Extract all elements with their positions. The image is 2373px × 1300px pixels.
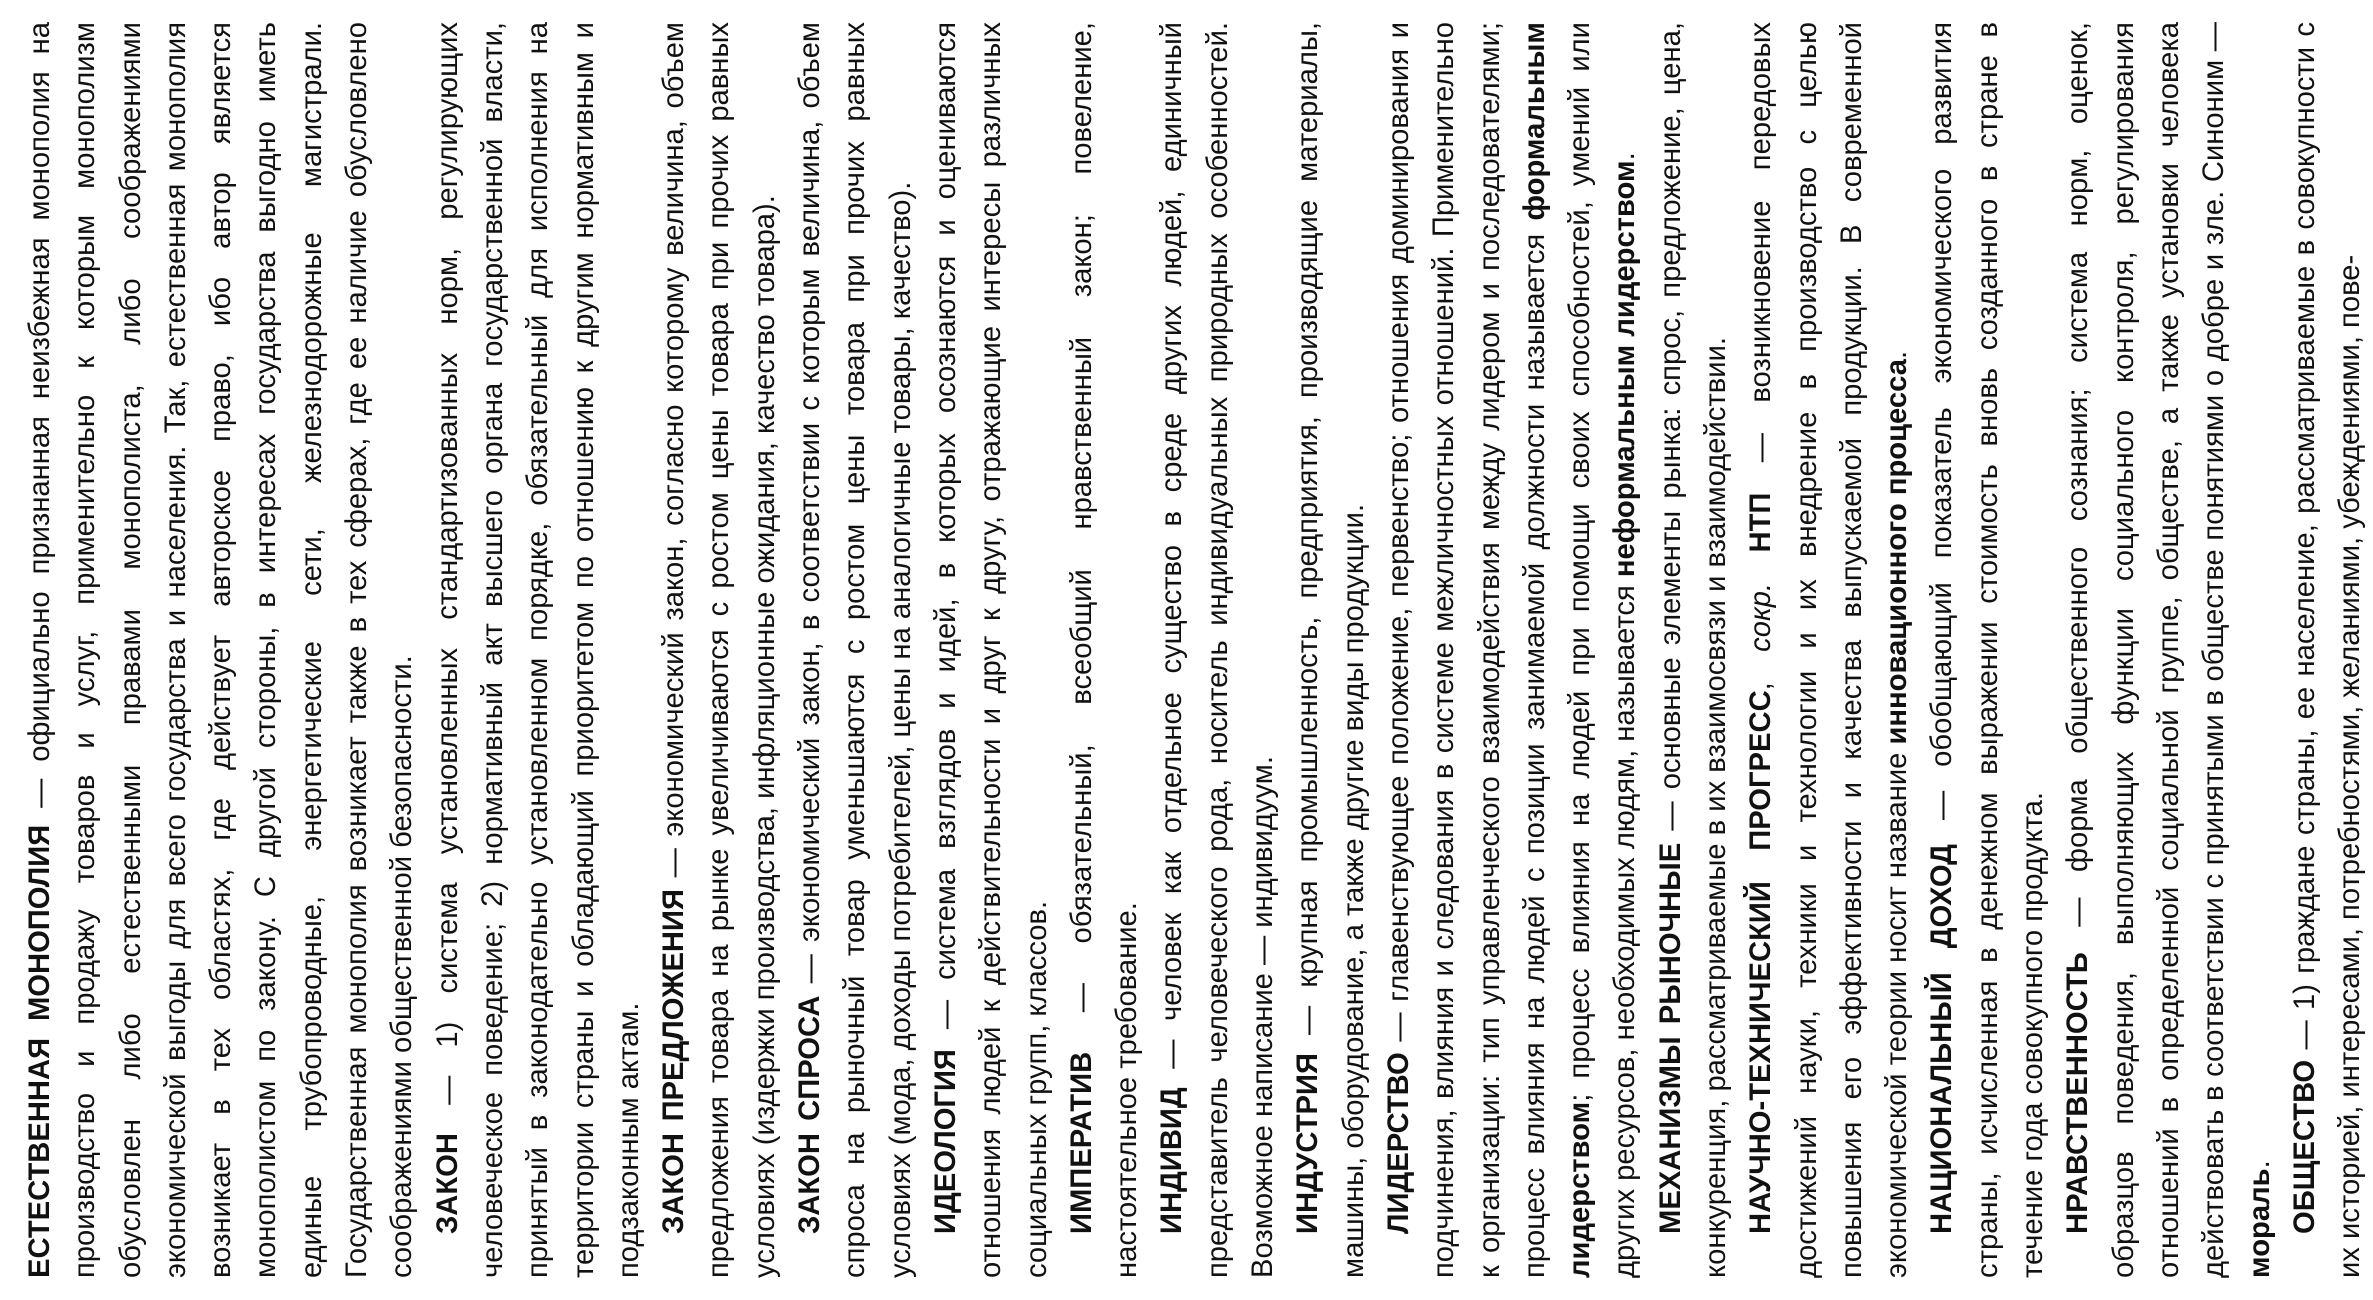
entry-definition-text: — главенствующее положение, первенство; отношения доминирования и подчинения, влияния и следования в системе межличностных отношений. Применительно к организации: тип управленческого взаимодействия между лидером и последователями; процесс влияния на людей с позиции занимаемой должности называется <box>1382 22 1551 1278</box>
entry-term: НАУЧНО-ТЕХНИЧЕСКИЙ ПРОГРЕСС <box>1745 690 1778 1234</box>
dictionary-entry <box>2283 22 2373 1278</box>
dictionary-entry <box>426 22 652 1278</box>
dictionary-entry <box>1649 22 1740 1278</box>
entry-definition-text: , <box>1745 651 1778 691</box>
entry-term: ИНДИВИД <box>1156 1087 1189 1234</box>
entry-definition-text: . <box>2243 1160 2276 1169</box>
entry-definition-text <box>1745 553 1777 583</box>
entry-definition-text: — форма общественного сознания; система норм, оценок, образцов поведения, выполняющих функции социального контроля, регулирования отношений в определенной социальной группе, обществе, а также установки человека действовать в соответствии с принятыми в обществе понятиями о добре и зле. Синоним — <box>2062 22 2231 1278</box>
dictionary-entry <box>2056 22 2282 1278</box>
dictionary-entry <box>652 22 788 1278</box>
entry-definition-text: — система взглядов и идей, в которых осознаются и оцениваются отношения людей к действительности и друг к другу, отражающие интересы различных социальных групп, классов. <box>929 22 1053 1278</box>
entry-term: НАЦИОНАЛЬНЫЙ ДОХОД <box>1926 844 1959 1234</box>
dictionary-entry <box>1060 22 1151 1278</box>
dictionary-entry <box>1150 22 1286 1278</box>
entry-term: ИНДУСТРИЯ <box>1292 1053 1325 1234</box>
entry-definition-text: — человек как отдельное существо в среде других людей, единичный представитель человеческого рода, носитель индивидуальных природных особенностей. Возможное написание — индивидуум. <box>1156 22 1280 1278</box>
entry-definition-text: сокр. <box>1745 582 1778 652</box>
entry-definition-text: — обязательный, всеобщий нравственный закон; повеление, настоятельное требование. <box>1065 22 1144 1278</box>
dictionary-entry <box>1920 22 2056 1278</box>
entry-term: ОБЩЕСТВО <box>2288 1059 2321 1234</box>
entry-definition-text: — экономический закон, согласно которому величина, объем предложения товара на рынке увеличиваются с ростом цены товара при прочих равных условиях (издержки производства, инфляционные ожидания, качество товара). <box>658 22 781 1278</box>
cross-reference-term: НТП <box>1745 492 1778 553</box>
cross-reference-term: формальным лидерством <box>1518 22 1597 1278</box>
entry-definition-text: — основные элементы рынка: спрос, предложение, цена, конкуренция, рассматриваемые в их взаимосвязи и взаимодействии. <box>1654 22 1732 1278</box>
entry-definition-text: . <box>1881 350 1914 360</box>
dictionary-entry <box>1377 22 1649 1278</box>
entry-term: ИМПЕРАТИВ <box>1065 1051 1098 1234</box>
entry-term: МЕХАНИЗМЫ РЫНОЧНЫЕ <box>1654 842 1687 1234</box>
entry-term: ЗАКОН ПРЕДЛОЖЕНИЯ <box>658 889 691 1234</box>
entry-definition-text: — официально признанная неизбежная монополия на производство и продажу товаров и услуг, применительно к которым монополизм обусловлен либо естественными правами монополиста, либо соображениями экономической выгоды для всего государства и населения. Так, естественная монополия возникает в тех областях, где действует авторское право, ибо автор является монополистом по закону. С другой стороны, в интересах государства выгодно иметь единые трубопроводные, энергетические сети, железнодорожные магистрали. Государственная монополия возникает также в тех сферах, где ее наличие обусловлено соображениями общественной безопасности. <box>24 22 419 1278</box>
dictionary-entry <box>18 22 426 1278</box>
dictionary-entry <box>1739 22 1920 1278</box>
entry-term: НРАВСТВЕННОСТЬ <box>2062 952 2095 1234</box>
dictionary-entry <box>1286 22 1377 1278</box>
entry-definition-text: . <box>1609 152 1642 161</box>
entry-definition-text: — 1) граждане страны, ее население, рассматриваемые в совокупности с их историей, интересами, потребностями, желаниями, убеждениями, пове- <box>2288 22 2367 1278</box>
entry-definition-text: — крупная промышленность, предприятия, производящие материалы, машины, оборудование, а также другие виды продукции. <box>1292 22 1370 1278</box>
cross-reference-term: неформальным лидерством <box>1609 160 1642 578</box>
cross-reference-term: инновационного процесса <box>1881 359 1914 745</box>
entry-term: ИДЕОЛОГИЯ <box>929 1049 962 1234</box>
entry-definition-text: — экономический закон, в соответствии с которым величина, объем спроса на рыночный товар уменьшаются с ростом цены товара при прочих равных условиях (мода, доходы потребителей, цены на аналогичные товары, качество). <box>794 21 917 1278</box>
entry-term: ЛИДЕРСТВО <box>1382 1052 1415 1234</box>
cross-reference-term: мораль <box>2243 1168 2276 1278</box>
entry-term: ЗАКОН СПРОСА <box>794 995 827 1234</box>
entry-definition-text: — возникновение передовых достижений науки, техники и технологии и их внедрение в производство с целью повышения его эффективности и качества выпускаемой продукции. В современной экономической теории носит название <box>1745 21 1914 1278</box>
entry-term: ЕСТЕСТВЕННАЯ МОНОПОЛИЯ <box>24 824 56 1278</box>
entry-term: ЗАКОН <box>431 1133 464 1234</box>
entry-definition-text: — 1) система установленных стандартизованных норм, регулирующих человеческое поведение; 2) нормативный акт высшего органа государственной власти, принятый в законодательно установленном порядке, обязательный для исполнения на территории страны и обладающий приоритетом по отношению к другим нормативным и подзаконным актам. <box>431 22 645 1278</box>
entry-definition-text: — обобщающий показатель экономического развития страны, исчисленная в денежном выражении стоимость вновь созданного в стране в течение года совокупного продукта. <box>1926 22 2050 1278</box>
entry-definition-text: ; процесс влияния на людей при помощи своих способностей, умений или других ресурсов, необходимых людям, называется <box>1564 22 1642 1278</box>
dictionary-entry <box>924 22 1060 1278</box>
dictionary-entry <box>788 22 924 1278</box>
